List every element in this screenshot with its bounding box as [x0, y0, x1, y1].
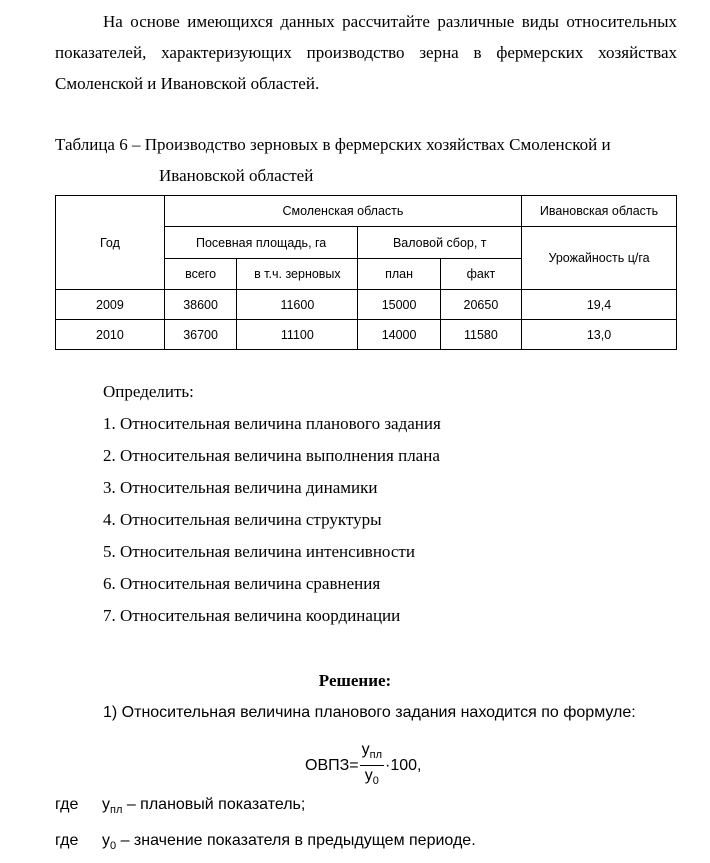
table-caption [55, 129, 677, 191]
formula-numerator [360, 740, 384, 766]
where-word: где [55, 796, 79, 813]
where-symbol: y [102, 796, 110, 813]
caption-line-2: Ивановской областей [159, 166, 314, 185]
cell-year: 2009 [56, 290, 165, 320]
list-item: 4. Относительная величина структуры [103, 510, 382, 529]
cell-total: 38600 [164, 290, 236, 320]
formula-rhs: ·100, [385, 756, 422, 774]
header-fact: факт [440, 259, 521, 290]
cell-grain: 11100 [237, 320, 358, 350]
where-line-2 [55, 832, 476, 852]
solution-text: 1) Относительная величина планового задания находится по формуле: [103, 704, 636, 721]
intro-text: На основе имеющихся данных рассчитайте различные виды относительных показателей, характеризующих производство зерна в фермерских хозяйствах Смоленской и Ивановской областей. [55, 12, 677, 93]
where-line-1 [55, 796, 305, 816]
formula [305, 740, 421, 791]
header-plan: план [358, 259, 440, 290]
grain-table [55, 195, 677, 350]
table-row [56, 320, 677, 350]
intro-paragraph [55, 6, 677, 99]
list-item: 1. Относительная величина планового задания [103, 414, 441, 433]
where-symbol: y [102, 832, 110, 849]
cell-grain: 11600 [237, 290, 358, 320]
cell-plan: 14000 [358, 320, 440, 350]
task-heading: Определить: [103, 382, 194, 401]
where-word: где [55, 832, 79, 849]
header-smolensk: Смоленская область [164, 196, 521, 227]
header-area: Посевная площадь, га [164, 227, 358, 259]
header-gross: Валовой сбор, т [358, 227, 522, 259]
table-row [56, 290, 677, 320]
list-item: 5. Относительная величина интенсивности [103, 542, 415, 561]
task-list [103, 376, 441, 632]
cell-yield: 13,0 [522, 320, 677, 350]
caption-line-1: Таблица 6 – Производство зерновых в фермерских хозяйствах Смоленской и [55, 135, 611, 154]
header-year: Год [56, 196, 165, 290]
cell-year: 2010 [56, 320, 165, 350]
where-text: – значение показателя в предыдущем периоде. [116, 832, 476, 849]
header-yield: Урожайность ц/га [522, 227, 677, 290]
formula-lhs: ОВПЗ= [305, 756, 359, 774]
denominator-sub: 0 [372, 775, 379, 788]
numerator-sub: пл [369, 749, 382, 762]
cell-yield: 19,4 [522, 290, 677, 320]
header-ivanovo: Ивановская область [522, 196, 677, 227]
where-sub: пл [110, 804, 123, 817]
list-item: 2. Относительная величина выполнения плана [103, 446, 440, 465]
cell-fact: 11580 [440, 320, 521, 350]
header-total: всего [164, 259, 236, 290]
numerator-symbol: y [361, 741, 370, 758]
list-item: 3. Относительная величина динамики [103, 478, 378, 497]
where-sub: 0 [110, 840, 117, 853]
formula-denominator [363, 766, 381, 791]
cell-fact: 20650 [440, 290, 521, 320]
where-text: – плановый показатель; [122, 796, 306, 813]
header-grain: в т.ч. зерновых [237, 259, 358, 290]
cell-plan: 15000 [358, 290, 440, 320]
list-item: 6. Относительная величина сравнения [103, 574, 381, 593]
denominator-symbol: y [364, 767, 373, 785]
list-item: 7. Относительная величина координации [103, 606, 401, 625]
solution-title: Решение: [318, 671, 392, 690]
formula-fraction [360, 740, 384, 791]
cell-total: 36700 [164, 320, 236, 350]
